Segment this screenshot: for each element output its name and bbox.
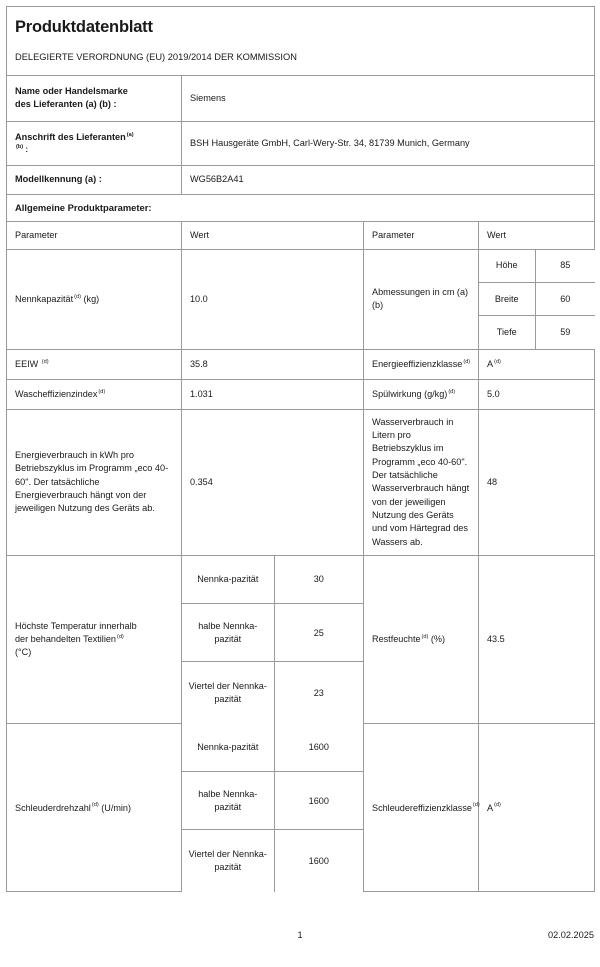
spin-value-full: 1600 xyxy=(274,724,363,772)
footnote-marker-b: (b) xyxy=(16,144,24,151)
eeiw-value: 35.8 xyxy=(190,358,208,369)
footnote-marker-d: (d) xyxy=(421,634,429,641)
footnote-marker-d: (d) xyxy=(91,802,99,809)
spinspeed-spinclass-row xyxy=(7,724,595,892)
supplier-name-value-cell xyxy=(182,75,595,121)
temperature-moisture-row xyxy=(7,555,595,724)
max-temperature-label-line3: (°C) xyxy=(15,647,32,658)
max-temperature-label-line2: der behandelten Textilien$^{(d)}$ xyxy=(15,634,124,645)
temperature-name-quarter: Viertel der Nennka-pazität xyxy=(182,662,274,724)
spin-class-value-cell xyxy=(479,724,595,892)
eeiw-value-cell xyxy=(182,349,364,379)
water-consumption-value: 48 xyxy=(487,476,498,487)
temperature-name-full: Nennka-pazität xyxy=(182,556,274,604)
footnote-marker-d: (d) xyxy=(472,802,480,809)
wash-efficiency-value-cell xyxy=(182,379,364,409)
supplier-address-label-cell xyxy=(7,121,182,165)
dimensions-values-cell xyxy=(479,249,595,349)
supplier-name-label-line1: Name oder Handelsmarke xyxy=(15,86,128,97)
residual-moisture-label: Restfeuchte$^{(d)}$ (%) xyxy=(372,634,446,645)
footnote-marker-d: (d) xyxy=(463,358,471,365)
product-datasheet xyxy=(6,6,594,892)
residual-moisture-value-cell xyxy=(479,555,595,724)
energy-consumption-value: 0.354 xyxy=(190,476,213,487)
capacity-label-cell xyxy=(7,249,182,349)
residual-moisture-value: 43.5 xyxy=(487,634,505,645)
rinsing-value: 5.0 xyxy=(487,388,500,399)
footnote-marker-d: (d) xyxy=(494,358,501,365)
model-label: Modellkennung (a) : xyxy=(15,174,102,185)
header-parameter-right: Parameter xyxy=(364,221,479,249)
dimension-row-width xyxy=(479,283,595,316)
consumption-row xyxy=(7,409,595,555)
supplier-name-value: Siemens xyxy=(190,92,226,103)
title-row xyxy=(7,7,595,50)
supplier-address-value: BSH Hausgeräte GmbH, Carl-Wery-Str. 34, 81739 Munich, Germany xyxy=(190,137,470,148)
capacity-dimensions-row xyxy=(7,249,595,349)
spin-speed-values-cell xyxy=(182,724,364,892)
supplier-name-label-cell xyxy=(7,75,182,121)
subtitle-row xyxy=(7,49,595,75)
header-wert-left: Wert xyxy=(182,221,364,249)
spin-value-half: 1600 xyxy=(274,772,363,830)
water-consumption-label-cell xyxy=(364,409,479,555)
spin-class-label: Schleudereffizienzklasse$^{(d)}$ xyxy=(372,802,480,813)
subtitle-cell xyxy=(7,49,595,75)
supplier-address-label-line1: Anschrift des Lieferanten$^{(a)}$ xyxy=(15,131,134,142)
dimension-name-depth: Tiefe xyxy=(479,316,535,349)
spin-value-quarter: 1600 xyxy=(274,830,363,892)
eeiw-energyclass-row xyxy=(7,349,595,379)
capacity-label: Nennkapazität$^{(d)}$ (kg) xyxy=(15,293,100,304)
dimensions-inner-table xyxy=(479,250,595,349)
model-value: WG56B2A41 xyxy=(190,174,244,185)
dimension-value-depth: 59 xyxy=(535,316,595,349)
temperature-value-quarter: 23 xyxy=(274,662,363,724)
spin-name-full: Nennka-pazität xyxy=(182,724,274,772)
spin-class-value: A$^{(d)}$ xyxy=(487,802,501,813)
dimension-name-width: Breite xyxy=(479,283,535,316)
spin-name-quarter: Viertel der Nennka-pazität xyxy=(182,830,274,892)
dimensions-label: Abmessungen in cm (a) (b) xyxy=(372,287,469,311)
temperature-row-quarter xyxy=(182,662,363,724)
dimension-name-height: Höhe xyxy=(479,250,535,283)
energy-class-label: Energieeffizienzklasse$^{(d)}$ xyxy=(372,358,471,369)
supplier-address-value-cell xyxy=(182,121,595,165)
water-consumption-value-cell xyxy=(479,409,595,555)
max-temperature-inner-table xyxy=(182,556,363,724)
washefficiency-rinsing-row xyxy=(7,379,595,409)
spin-speed-inner-table xyxy=(182,724,363,892)
eeiw-label-cell xyxy=(7,349,182,379)
supplier-address-label-line2: $^{(b)}$ : xyxy=(16,144,29,154)
energy-class-value: A$^{(d)}$ xyxy=(487,358,501,369)
supplier-name-label-line2: des Lieferanten (a) (b) : xyxy=(15,99,117,110)
general-params-heading-cell xyxy=(7,194,595,221)
temperature-row-full xyxy=(182,556,363,604)
spin-row-full xyxy=(182,724,363,772)
eeiw-label: EEIW $^{(d)}$ xyxy=(15,358,49,369)
supplier-name-row xyxy=(7,75,595,121)
title-cell xyxy=(7,7,595,50)
footnote-marker-d: (d) xyxy=(41,358,49,365)
footnote-marker-a: (a) xyxy=(126,131,134,138)
spin-name-half: halbe Nennka-pazität xyxy=(182,772,274,830)
energy-class-label-cell xyxy=(364,349,479,379)
page-footer xyxy=(6,930,594,946)
general-params-heading-row xyxy=(7,194,595,221)
dimension-value-width: 60 xyxy=(535,283,595,316)
header-wert-right: Wert xyxy=(479,221,595,249)
model-row xyxy=(7,165,595,194)
footnote-marker-d: (d) xyxy=(74,293,81,300)
model-label-cell xyxy=(7,165,182,194)
column-header-row xyxy=(7,221,595,249)
energy-consumption-label: Energieverbrauch in kWh pro Betriebszyklus im Programm „eco 40-60". Der tatsächliche Energieverbrauch hängt von der jeweiligen Nutzung des Geräts ab. xyxy=(15,449,169,514)
footnote-marker-d: (d) xyxy=(494,802,501,809)
general-params-heading: Allgemeine Produktparameter: xyxy=(15,201,152,213)
page-title: Produktdatenblatt xyxy=(15,18,153,36)
capacity-value-cell xyxy=(182,249,364,349)
page-number: 1 xyxy=(297,930,303,940)
temperature-row-half xyxy=(182,604,363,662)
dimension-row-depth xyxy=(479,316,595,349)
wash-efficiency-label: Wascheffizienzindex$^{(d)}$ xyxy=(15,388,106,399)
rinsing-label-cell xyxy=(364,379,479,409)
max-temperature-values-cell xyxy=(182,555,364,724)
rinsing-label: Spülwirkung (g/kg)$^{(d)}$ xyxy=(372,388,456,399)
spin-class-label-cell xyxy=(364,724,479,892)
water-consumption-label: Wasserverbrauch in Litern pro Betriebszyklus im Programm „eco 40-60". Der tatsächliche Wasserverbrauch hängt von der jeweiligen Nutzung des Geräts und vom Härtegrad des Wassers ab. xyxy=(372,416,470,547)
regulation-subtitle: DELEGIERTE VERORDNUNG (EU) 2019/2014 DER KOMMISSION xyxy=(15,52,297,63)
spin-speed-label: Schleuderdrehzahl$^{(d)}$ (U/min) xyxy=(15,802,132,813)
footer-date: 02.02.2025 xyxy=(548,930,594,940)
spin-row-quarter xyxy=(182,830,363,892)
temperature-value-full: 30 xyxy=(274,556,363,604)
rinsing-value-cell xyxy=(479,379,595,409)
energy-consumption-label-cell xyxy=(7,409,182,555)
spin-row-half xyxy=(182,772,363,830)
model-value-cell xyxy=(182,165,595,194)
footnote-marker-d: (d) xyxy=(448,388,456,395)
dimensions-label-cell xyxy=(364,249,479,349)
footnote-marker-d: (d) xyxy=(116,634,124,641)
supplier-address-row xyxy=(7,121,595,165)
footnote-marker-d: (d) xyxy=(98,388,106,395)
spin-speed-label-cell xyxy=(7,724,182,892)
header-parameter-left: Parameter xyxy=(7,221,182,249)
wash-efficiency-value: 1.031 xyxy=(190,388,213,399)
temperature-name-half: halbe Nennka-pazität xyxy=(182,604,274,662)
max-temperature-label-line1: Höchste Temperatur innerhalb xyxy=(15,621,137,632)
energy-consumption-value-cell xyxy=(182,409,364,555)
wash-efficiency-label-cell xyxy=(7,379,182,409)
dimension-value-height: 85 xyxy=(535,250,595,283)
temperature-value-half: 25 xyxy=(274,604,363,662)
capacity-value: 10.0 xyxy=(190,293,208,304)
residual-moisture-label-cell xyxy=(364,555,479,724)
max-temperature-label-cell xyxy=(7,555,182,724)
datasheet-table xyxy=(6,6,595,892)
energy-class-value-cell xyxy=(479,349,595,379)
dimension-row-height xyxy=(479,250,595,283)
